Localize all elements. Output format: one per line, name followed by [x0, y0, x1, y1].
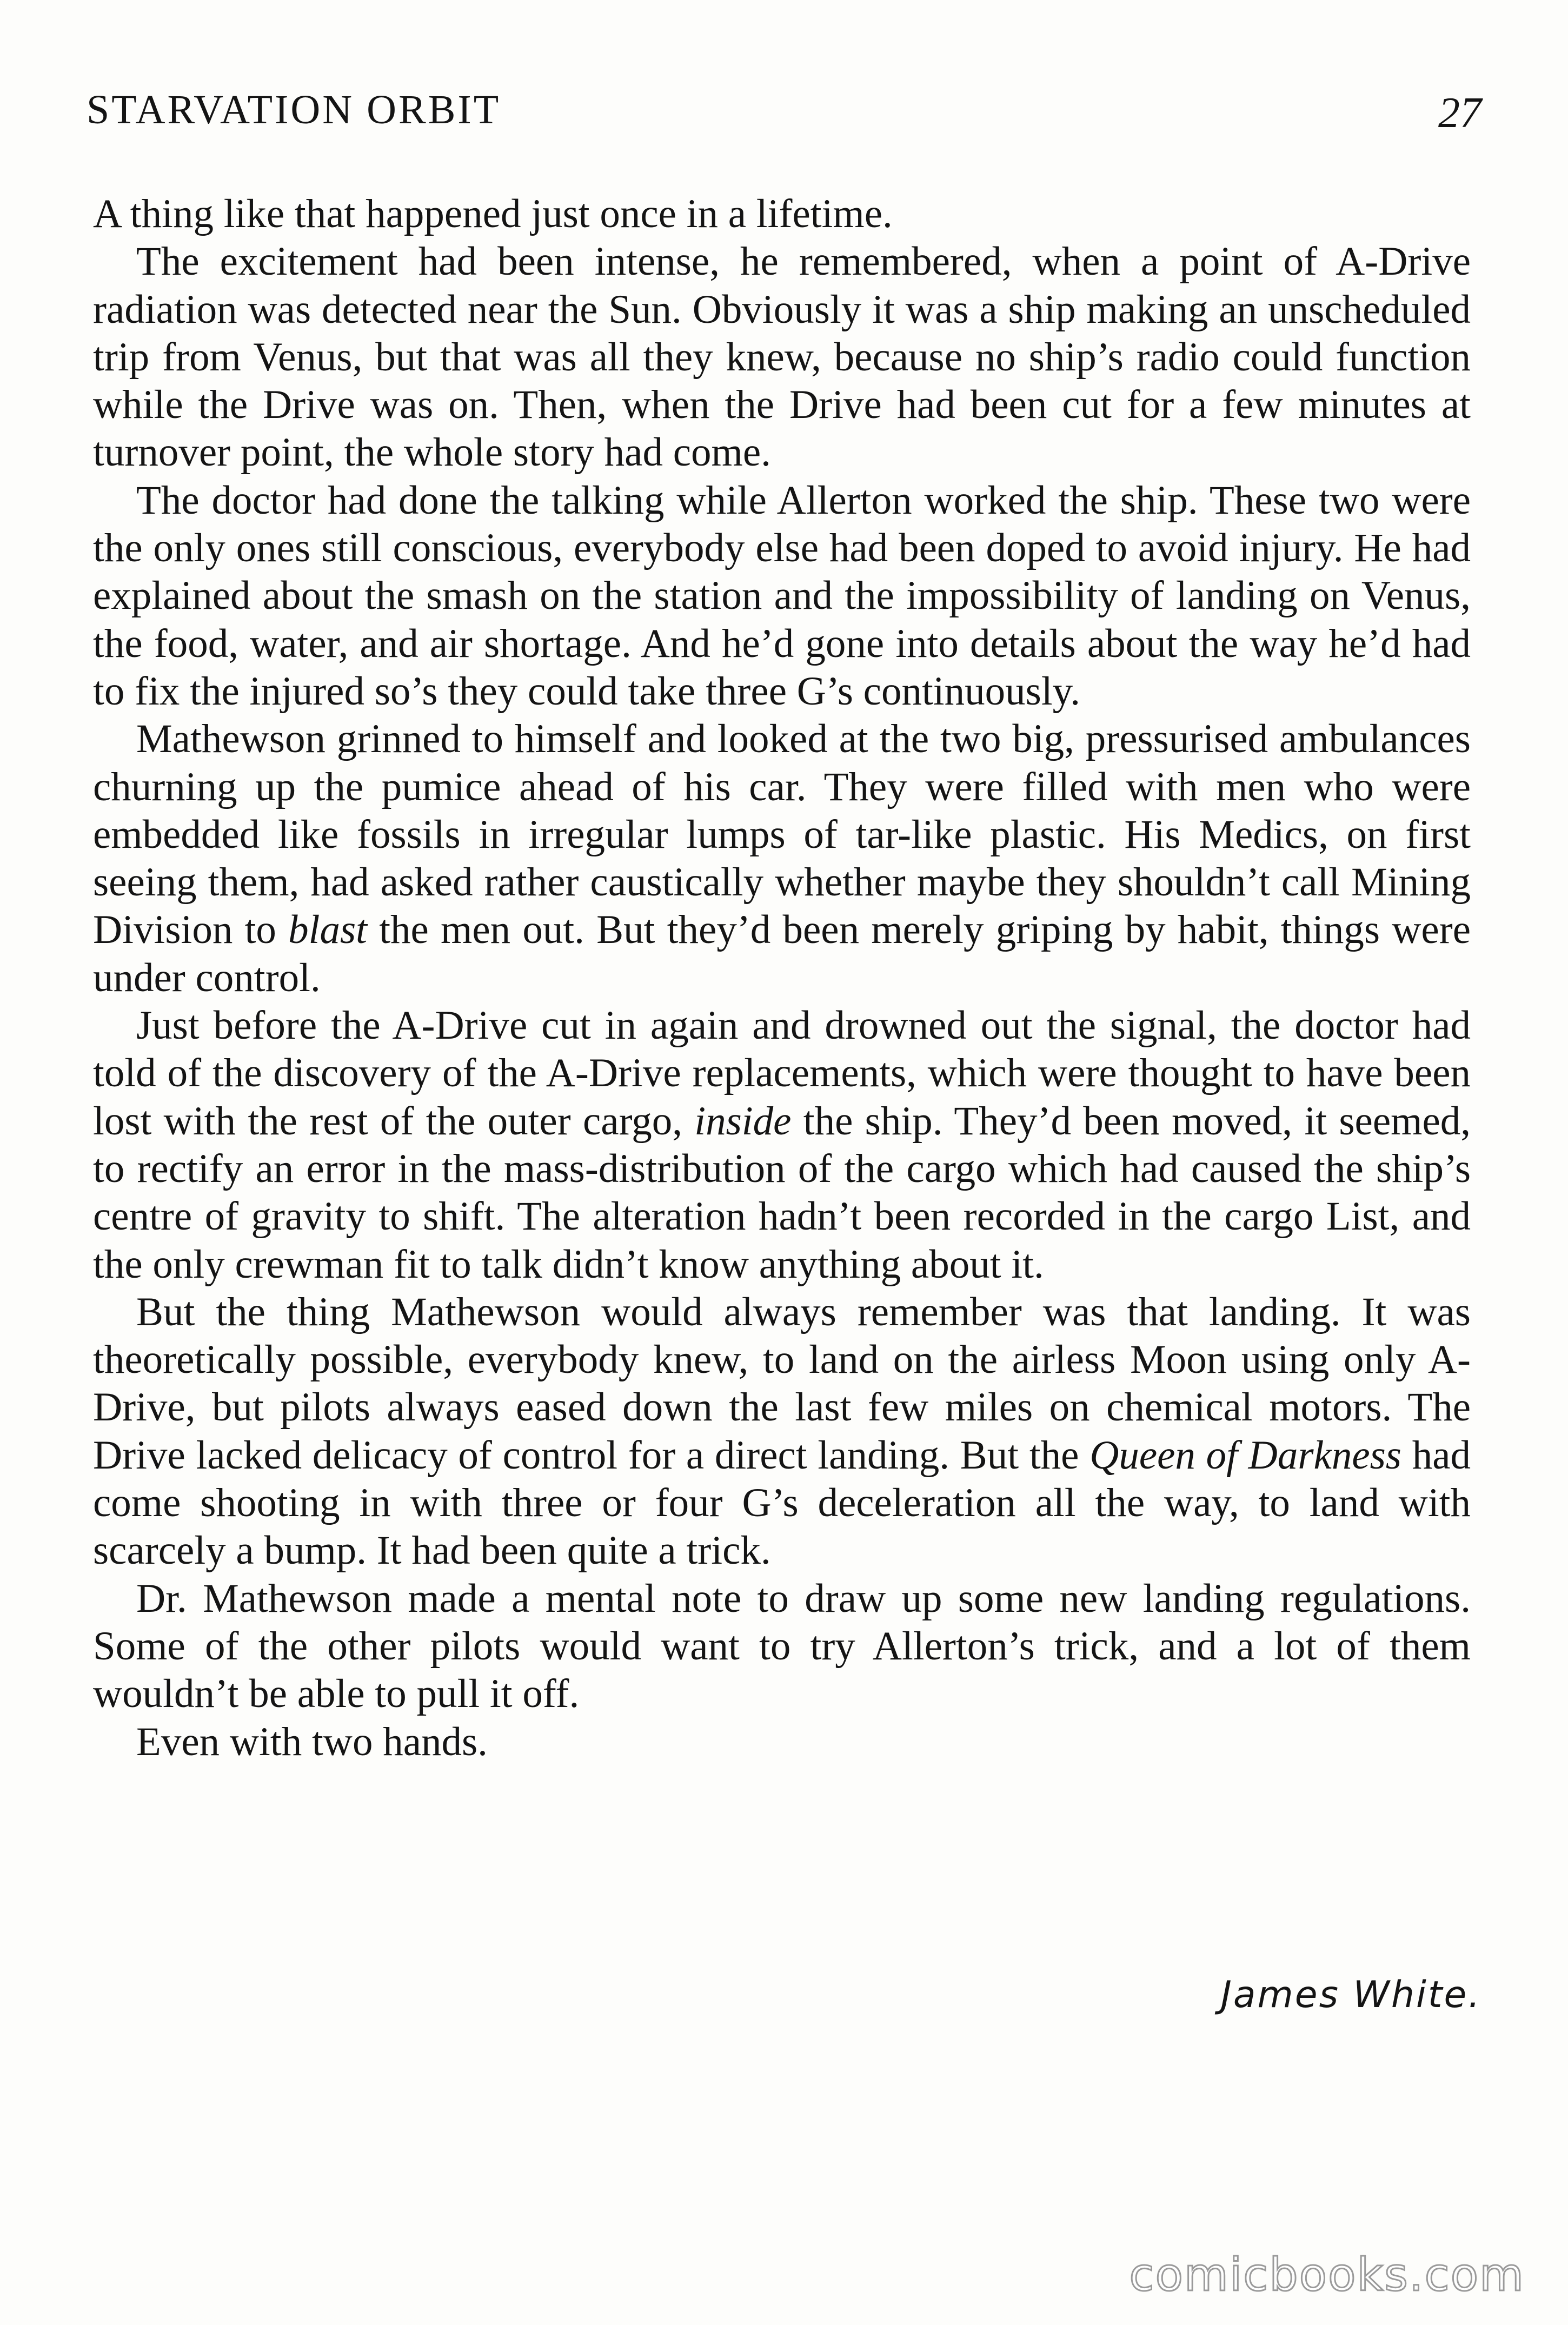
paragraph-4 — [93, 715, 1471, 1002]
paragraph-5-emphasis: inside — [694, 1098, 792, 1144]
page-number: 27 — [1438, 89, 1481, 137]
paragraph-5-text-b: the ship. They’d been moved, it seemed, to rectify an error in the mass-distribution of the cargo which had caused the ship’s centre of gravity to shift. The alteration hadn’t been recorded in the cargo List, and the only crewman fit to talk didn’t know anything about it. — [93, 1098, 1471, 1287]
page-header — [87, 87, 1481, 146]
story-text — [93, 190, 1471, 1766]
paragraph-6-text-a: But the thing Mathewson would always remember was that landing. It was theoretically possible, everybody knew, to land on the airless Moon using only A-Drive, but pilots always eased down the last few miles on chemical motors. The Drive lacked delicacy of control for a direct landing. But the — [93, 1289, 1471, 1478]
paragraph-4-emphasis: blast — [288, 907, 367, 953]
paragraph-6-text-b: had come shooting in with three or four G’s deceleration all the way, to land with scarcely a bump. It had been quite a trick. — [93, 1432, 1471, 1573]
paragraph-4-text-a: Mathewson grinned to himself and looked at the two big, pressurised ambulances churning up the pumice ahead of his car. They were filled with men who were embedded like fossils in irregular lumps of tar-like plastic. His Medics, on first seeing them, had asked rather caustically whether maybe they shouldn’t call Mining Division to — [93, 716, 1471, 953]
paragraph-6 — [93, 1288, 1471, 1575]
paragraph-6-ship-name: Queen of Darkness — [1089, 1432, 1401, 1478]
site-watermark: comicbooks.com — [1129, 2248, 1525, 2301]
paragraph-3: The doctor had done the talking while Allerton worked the ship. These two were the only ones still conscious, everybody else had been doped to avoid injury. He had explained about the smash on the station and the impossibility of landing on Venus, the food, water, and air shortage. And he’d gone into details about the way he’d had to fix the injured so’s they could take three G’s continuously. — [93, 477, 1471, 714]
paragraph-7: Dr. Mathewson made a mental note to draw up some new landing regulations. Some of the other pilots would want to try Allerton’s trick, and a lot of them wouldn’t be able to pull it off. — [93, 1576, 1471, 1717]
paragraph-5 — [93, 1002, 1471, 1288]
paragraph-2: The excitement had been intense, he remembered, when a point of A-Drive radiation was detected near the Sun. Obviously it was a ship making an unscheduled trip from Venus, but that was all they knew, because no ship’s radio could function while the Drive was on. Then, when the Drive had been cut for a few minutes at turnover point, the whole story had come. — [93, 239, 1471, 475]
author-signature: James White. — [1220, 1974, 1481, 2016]
running-head: STARVATION ORBIT — [87, 87, 501, 132]
paragraph-8: Even with two hands. — [136, 1719, 488, 1764]
paragraph-1: A thing like that happened just once in a lifetime. — [93, 191, 893, 236]
paragraph-4-text-b: the men out. But they’d been merely griping by habit, things were under control. — [93, 907, 1471, 1000]
paragraph-5-text-a: Just before the A-Drive cut in again and drowned out the signal, the doctor had told of the discovery of the A-Drive replacements, which were thought to have been lost with the rest of the outer cargo, — [93, 1003, 1471, 1144]
